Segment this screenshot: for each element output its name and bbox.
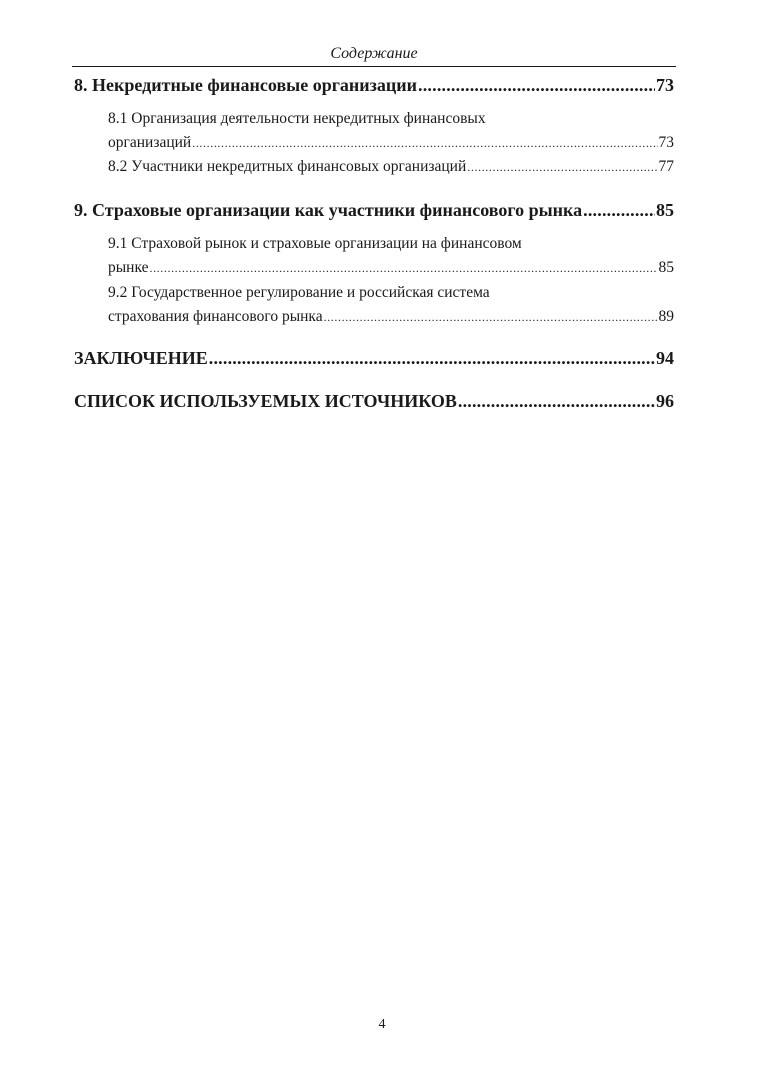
toc-entry-8-2[interactable] <box>108 157 674 177</box>
header-rule <box>72 66 676 67</box>
toc-entry-title: страхования финансового рынка <box>108 308 323 325</box>
toc-entry-9-2[interactable] <box>108 307 674 327</box>
dot-leader <box>324 307 658 327</box>
toc-entry-title: 8. Некредитные финансовые организации <box>74 75 418 95</box>
toc-entry-9-1-line1[interactable]: 9.1 Страховой рынок и страховые организации на финансовом <box>108 235 522 252</box>
toc-entry-title: ЗАКЛЮЧЕНИЕ <box>74 348 208 368</box>
toc-entry-page: 85 <box>656 200 674 220</box>
toc-entry-title: 8.2 Участники некредитных финансовых организаций <box>108 158 467 175</box>
toc-entry-title: организаций <box>108 134 192 151</box>
toc-entry-chapter-9[interactable] <box>74 199 674 221</box>
toc-entry-page: 73 <box>656 75 674 95</box>
toc-entry-9-1[interactable] <box>108 258 674 278</box>
toc-entry-chapter-8[interactable] <box>74 74 674 96</box>
dot-leader <box>192 133 657 153</box>
toc-entry-page: 77 <box>658 158 674 175</box>
dot-leader <box>583 199 655 221</box>
toc-entry-page: 96 <box>656 391 674 411</box>
toc-entry-title: 9. Страховые организации как участники финансового рынка <box>74 200 583 220</box>
dot-leader <box>209 347 655 369</box>
toc-entry-9-2-line1[interactable]: 9.2 Государственное регулирование и российская система <box>108 284 490 301</box>
toc-entry-8-1[interactable] <box>108 133 674 153</box>
toc-entry-sources[interactable] <box>74 390 674 412</box>
toc-entry-conclusion[interactable] <box>74 347 674 369</box>
dot-leader <box>149 258 657 278</box>
toc-entry-title: рынке <box>108 259 149 276</box>
toc-entry-page: 94 <box>656 348 674 368</box>
dot-leader <box>458 390 655 412</box>
toc-entry-title: СПИСОК ИСПОЛЬЗУЕМЫХ ИСТОЧНИКОВ <box>74 391 457 411</box>
toc-entry-page: 73 <box>658 134 674 151</box>
page-number: 4 <box>378 1017 386 1032</box>
toc-entry-8-1-line1[interactable]: 8.1 Организация деятельности некредитных финансовых <box>108 110 486 127</box>
dot-leader <box>418 74 655 96</box>
toc-entry-page: 85 <box>658 259 674 276</box>
running-header: Содержание <box>330 45 418 62</box>
toc-entry-page: 89 <box>658 308 674 325</box>
dot-leader <box>467 157 657 177</box>
